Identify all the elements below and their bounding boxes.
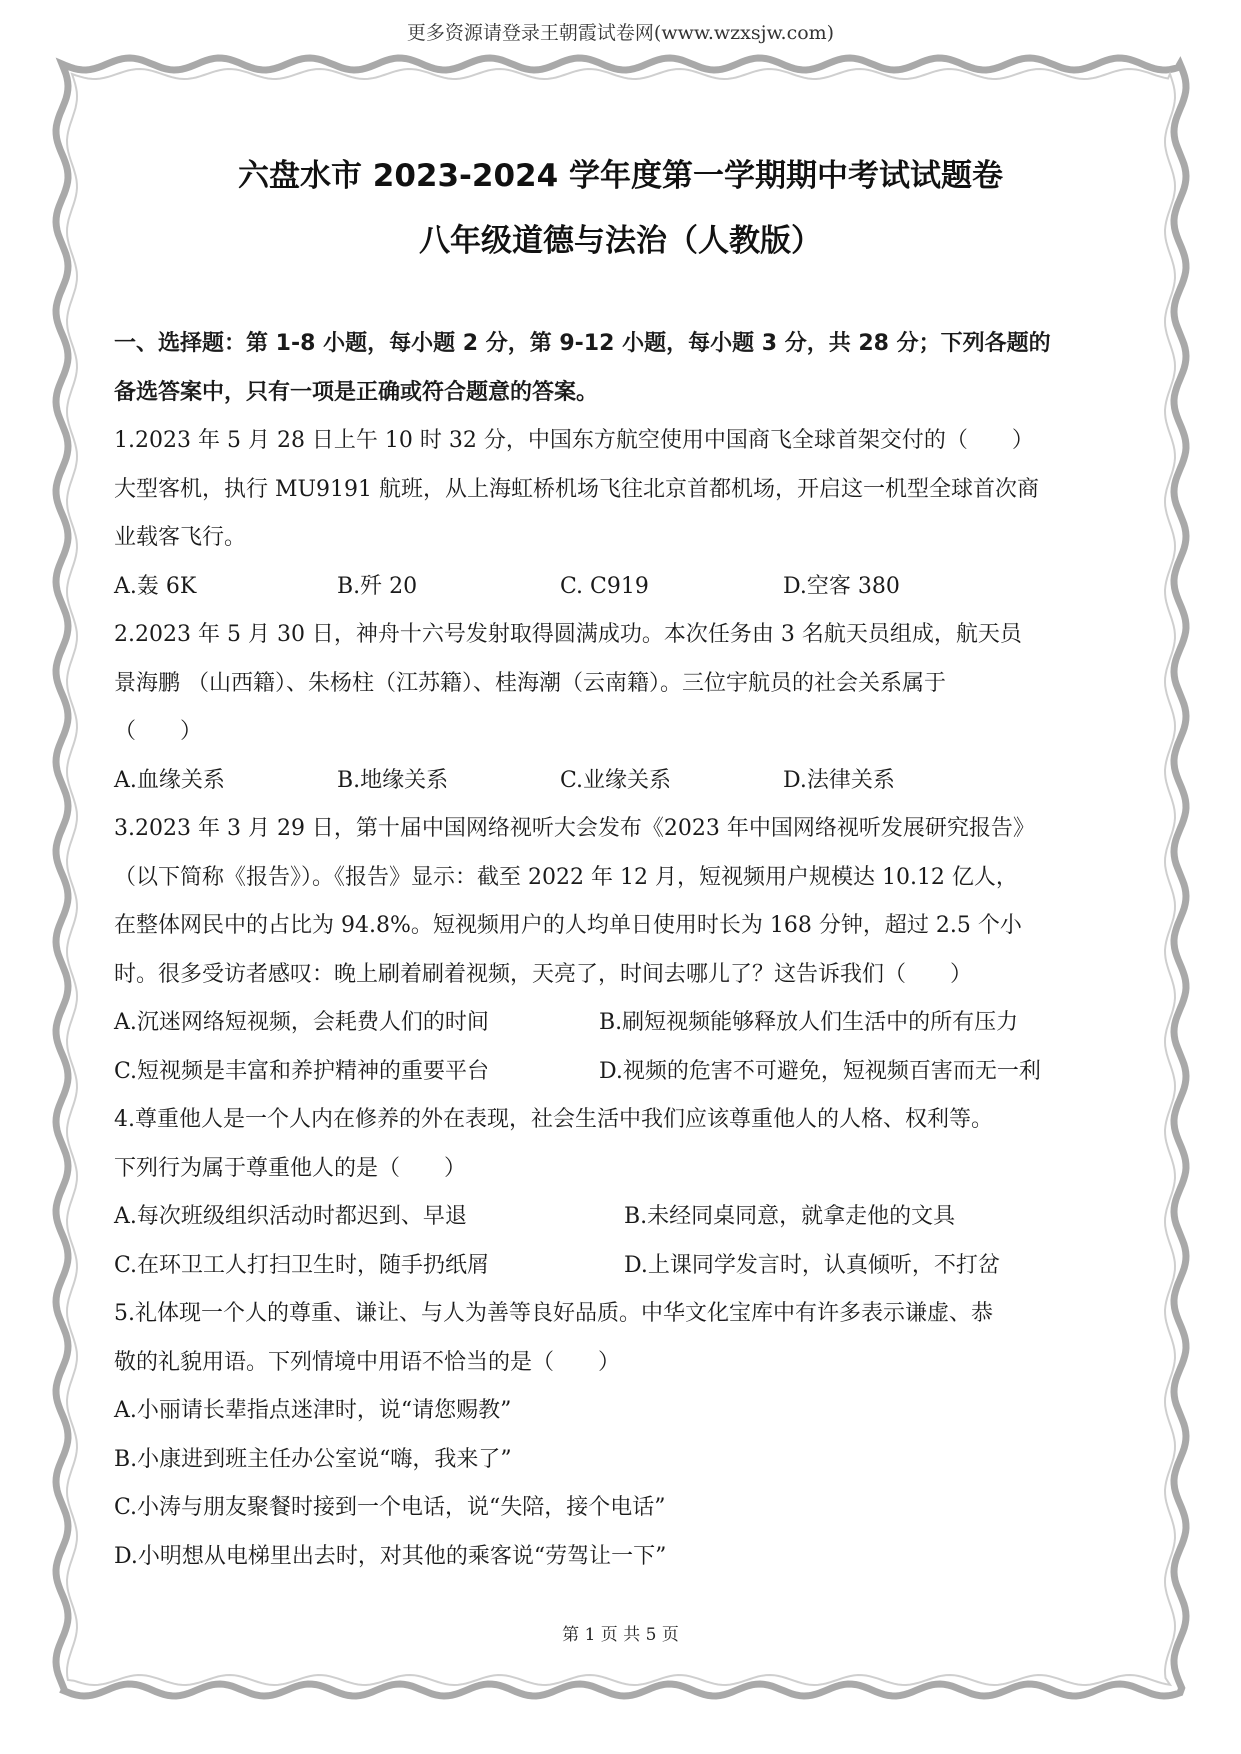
question-text: 1.2023 年 5 月 28 日上午 10 时 32 分，中国东方航空使用中国商飞全球首架交付的（ ） [114,428,1034,453]
option-c: C.业缘关系 [560,767,672,793]
page-number: 第 1 页 共 5 页 [562,1625,679,1645]
option-b: B.小康进到班主任办公室说“嗨，我来了” [114,1446,512,1472]
option-b: B.未经同桌同意，就拿走他的文具 [624,1204,956,1229]
option-a: A.轰 6K [114,573,197,599]
question-text: 下列行为属于尊重他人的是（ ） [114,1155,467,1181]
options-row [114,999,1134,1048]
question-text: 在整体网民中的占比为 94.8%。短视频用户的人均单日使用时长为 168 分钟，超过 2.5 个小 [114,913,1022,938]
question-text: 时。很多受访者感叹：晚上刷着刷着视频，天亮了，时间去哪儿了？这告诉我们（ ） [114,961,973,987]
options-row [114,1048,1134,1097]
options-row [114,563,1134,612]
option-c: C.短视频是丰富和养护精神的重要平台 [114,1058,490,1084]
options-row [114,757,1134,806]
option-a: A.每次班级组织活动时都迟到、早退 [114,1204,467,1229]
question-3 [114,805,1134,1096]
option-c: C.在环卫工人打扫卫生时，随手扔纸屑 [114,1252,490,1278]
question-2 [114,611,1134,805]
question-5 [114,1290,1134,1581]
option-d: D.法律关系 [783,767,895,793]
exam-subtitle: 八年级道德与法治（人教版） [419,223,822,259]
question-text: 业载客飞行。 [114,525,247,550]
question-text: 敬的礼貌用语。下列情境中用语不恰当的是（ ） [114,1349,621,1375]
question-text: 4.尊重他人是一个人内在修养的外在表现，社会生活中我们应该尊重他人的人格、权利等。 [114,1107,993,1132]
option-d: D.上课同学发言时，认真倾听，不打岔 [624,1252,1000,1278]
option-a: A.小丽请长辈指点迷津时，说“请您赐教” [114,1398,512,1423]
question-text: 5.礼体现一个人的尊重、谦让、与人为善等良好品质。中华文化宝库中有许多表示谦虚、恭 [114,1301,993,1326]
question-text: 3.2023 年 3 月 29 日，第十届中国网络视听大会发布《2023 年中国网络视听发展研究报告》 [114,816,1035,841]
option-c: C. C919 [560,573,649,599]
option-b: B.刷短视频能够释放人们生活中的所有压力 [599,1010,1019,1035]
option-d: D.小明想从电梯里出去时，对其他的乘客说“劳驾让一下” [114,1543,667,1569]
question-text: 大型客机，执行 MU9191 航班，从上海虹桥机场飞往北京首都机场，开启这一机型全球首次商 [114,476,1040,502]
option-a: A.沉迷网络短视频，会耗费人们的时间 [114,1010,489,1035]
exam-body [114,320,1134,1581]
options-row [114,1242,1134,1291]
option-c: C.小涛与朋友聚餐时接到一个电话，说“失陪，接个电话” [114,1495,666,1520]
question-text: （ ） [114,719,203,744]
option-d: D.空客 380 [783,573,900,599]
question-1 [114,417,1134,611]
question-4 [114,1096,1134,1290]
option-d: D.视频的危害不可避免，短视频百害而无一利 [599,1058,1041,1084]
section-heading: 备选答案中，只有一项是正确或符合题意的答案。 [114,379,599,405]
option-b: B.歼 20 [337,573,418,599]
question-text: 2.2023 年 5 月 30 日，神舟十六号发射取得圆满成功。本次任务由 3 名航天员组成，航天员 [114,622,1022,647]
site-notice: 更多资源请登录王朝霞试卷网(www.wzxsjw.com) [406,22,835,44]
question-text: 景海鹏 （山西籍）、朱杨柱（江苏籍）、桂海潮（云南籍）。三位宇航员的社会关系属于 [114,670,946,696]
section-heading: 一、选择题：第 1-8 小题，每小题 2 分，第 9-12 小题，每小题 3 分，共 28 分；下列各题的 [114,331,1051,356]
options-row [114,1193,1134,1242]
question-text: （以下简称《报告》）。《报告》显示：截至 2022 年 12 月，短视频用户规模达 10.12 亿人， [114,864,1018,890]
option-a: A.血缘关系 [114,767,225,793]
option-b: B.地缘关系 [337,767,449,793]
exam-title: 六盘水市 2023-2024 学年度第一学期期中考试试题卷 [237,158,1003,194]
